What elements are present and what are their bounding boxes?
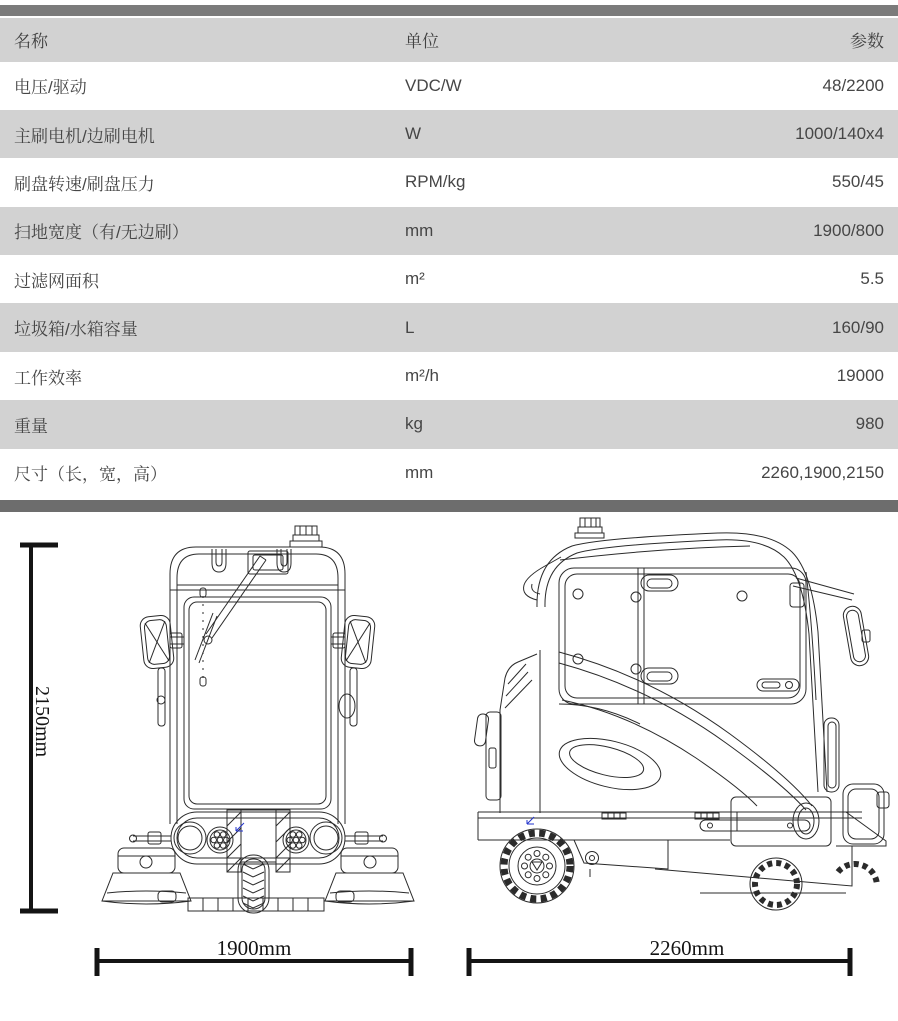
spec-value: 5.5 (860, 269, 884, 289)
spec-unit: mm (405, 462, 434, 482)
spec-value: 19000 (836, 366, 884, 386)
table-row (0, 207, 898, 255)
front-view-drawing (0, 520, 450, 1000)
table-header-row (0, 18, 898, 62)
top-divider-bar (0, 5, 898, 16)
table-row (0, 110, 898, 158)
spec-unit: m²/h (405, 366, 439, 386)
spec-name: 工作效率 (14, 368, 82, 388)
height-dimension-label: 2150mm (31, 686, 53, 758)
spec-name: 扫地宽度（有/无边刷） (14, 223, 189, 243)
header-value: 参数 (850, 32, 884, 52)
length-dimension-label: 2260mm (649, 936, 725, 960)
table-row (0, 352, 898, 400)
table-row (0, 62, 898, 110)
spec-value: 48/2200 (822, 75, 884, 95)
table-row (0, 158, 898, 206)
table-row (0, 400, 898, 448)
spec-value: 550/45 (832, 172, 884, 192)
left-side-brush-icon (102, 848, 191, 904)
header-unit: 单位 (405, 32, 439, 52)
side-brush-icon (750, 858, 877, 910)
beacon-icon (575, 518, 604, 538)
spec-value: 1900/800 (813, 220, 884, 240)
spec-value: 160/90 (832, 317, 884, 337)
spec-name: 垃圾箱/水箱容量 (14, 320, 138, 340)
header-name: 名称 (14, 32, 48, 52)
spec-name: 刷盘转速/刷盘压力 (14, 174, 155, 194)
specification-table (0, 18, 898, 497)
table-row (0, 255, 898, 303)
spec-value: 1000/140x4 (795, 124, 884, 144)
bottom-divider-bar (0, 500, 898, 512)
spec-unit: VDC/W (405, 75, 462, 95)
spec-name: 尺寸（长，宽，高） (14, 465, 167, 485)
spec-name: 电压/驱动 (14, 78, 87, 98)
spec-name: 过滤网面积 (14, 271, 99, 291)
wiper-icon (195, 556, 266, 663)
spec-unit: kg (405, 414, 423, 434)
vent-icon (554, 729, 666, 799)
spec-unit: mm (405, 220, 434, 240)
table-row (0, 303, 898, 351)
spec-unit: L (405, 317, 415, 337)
spec-name: 重量 (14, 416, 48, 436)
side-view-drawing (450, 515, 898, 1000)
annotation-arrow-icon (236, 823, 244, 831)
headlights-icon (174, 822, 342, 854)
side-mirror-icon (790, 578, 870, 667)
spec-value: 2260,1900,2150 (761, 462, 884, 482)
spec-unit: RPM/kg (405, 172, 466, 192)
spec-name: 主刷电机/边刷电机 (14, 126, 155, 146)
table-row (0, 449, 898, 497)
spec-value: 980 (855, 414, 884, 434)
spec-unit: m² (405, 269, 425, 289)
beacon-icon (290, 526, 322, 547)
right-side-brush-icon (325, 848, 414, 904)
spec-unit: W (405, 124, 422, 144)
width-dimension-label: 1900mm (216, 936, 292, 960)
